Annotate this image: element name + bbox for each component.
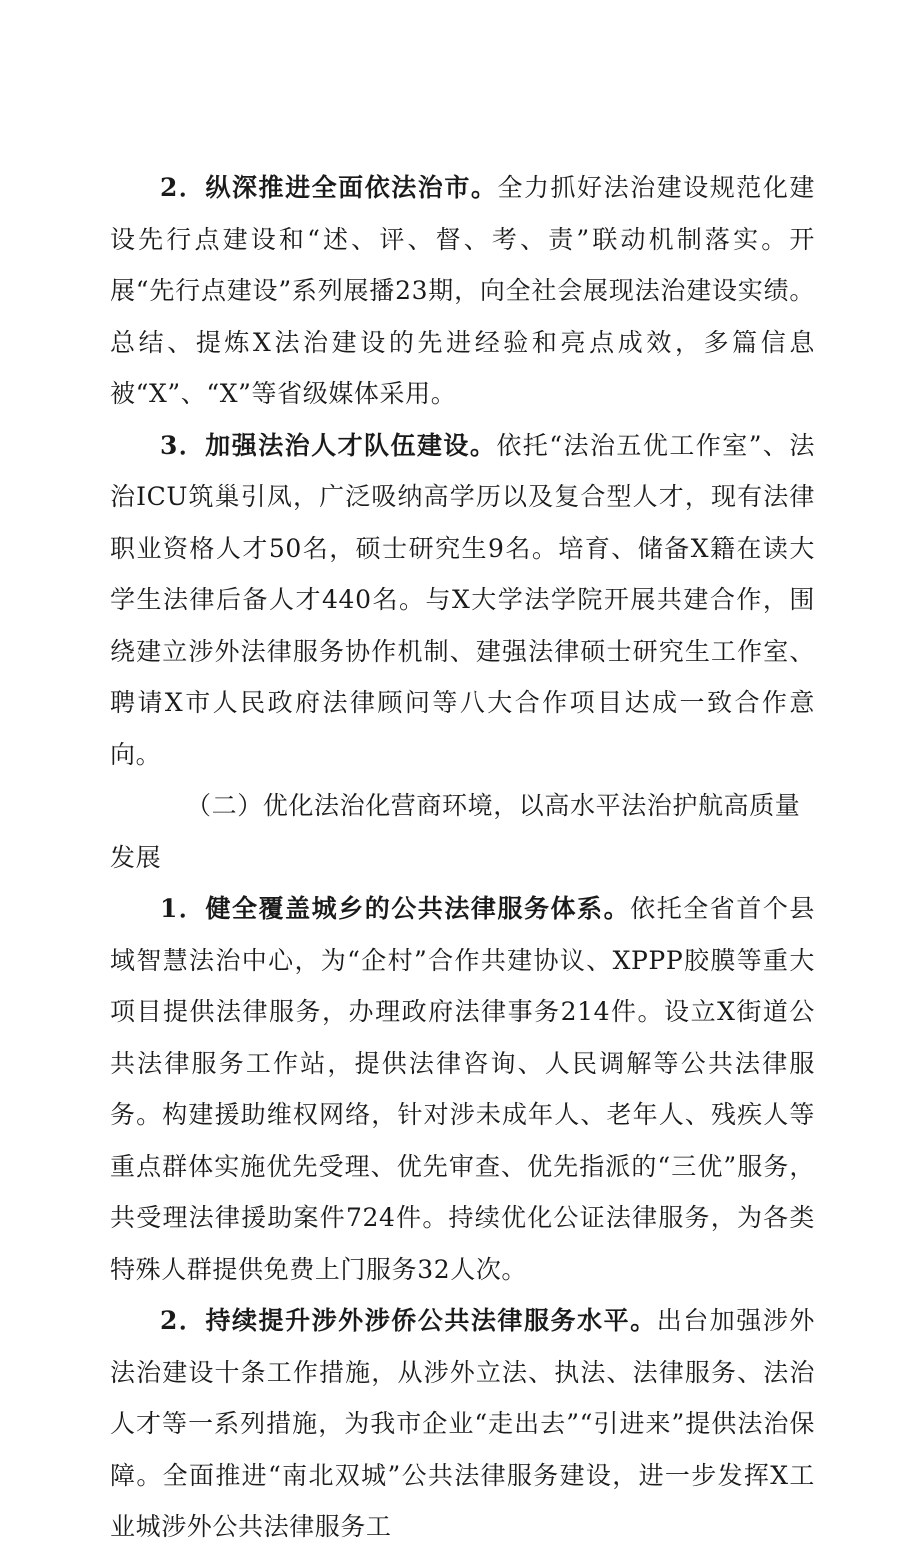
paragraph-text: 出台加强涉外法治建设十条工作措施，从涉外立法、执法、法律服务、法治人才等一系列措施，为我市企业“走出去”“引进来”提供法治保障。全面推进“南北双城”公共法律服务建设，进一步发挥X工业城涉外公共法律服务工	[110, 1306, 815, 1541]
paragraph-talent-team	[110, 420, 815, 781]
paragraph-foreign-legal-service	[110, 1295, 815, 1553]
paragraph-text: 全力抓好法治建设规范化建设先行点建设和“述、评、督、考、责”联动机制落实。开展“先行点建设”系列展播23期，向全社会展现法治建设实绩。总结、提炼X法治建设的先进经验和亮点成效，多篇信息被“X”、“X”等省级媒体采用。	[110, 173, 815, 408]
paragraph-text: 依托全省首个县域智慧法治中心，为“企村”合作共建协议、XPPP胶膜等重大项目提供法律服务，办理政府法律事务214件。设立X街道公共法律服务工作站，提供法律咨询、人民调解等公共法律服务。构建援助维权网络，针对涉未成年人、老年人、残疾人等重点群体实施优先受理、优先审查、优先指派的“三优”服务，共受理法律援助案件724件。持续优化公证法律服务，为各类特殊人群提供免费上门服务32人次。	[110, 894, 816, 1284]
paragraph-lead: 2．纵深推进全面依法治市。	[160, 173, 498, 202]
paragraph-public-legal-service	[110, 883, 815, 1295]
document-body	[110, 162, 815, 1553]
paragraph-text: 依托“法治五优工作室”、法治ICU筑巢引凤，广泛吸纳高学历以及复合型人才，现有法律职业资格人才50名，硕士研究生9名。培育、储备X籍在读大学生法律后备人才440名。与X大学法学院开展共建合作，围绕建立涉外法律服务协作机制、建强法律硕士研究生工作室、聘请X市人民政府法律顾问等八大合作项目达成一致合作意向。	[110, 430, 815, 769]
paragraph-lead: 3．加强法治人才队伍建设。	[160, 430, 497, 460]
paragraph-lead: 1．健全覆盖城乡的公共法律服务体系。	[160, 894, 631, 923]
paragraph-lead: 2．持续提升涉外涉侨公共法律服务水平。	[160, 1306, 657, 1335]
paragraph-rule-of-law-city	[110, 162, 815, 420]
section-heading: （二）优化法治化营商环境，以高水平法治护航高质量发展	[110, 791, 801, 872]
